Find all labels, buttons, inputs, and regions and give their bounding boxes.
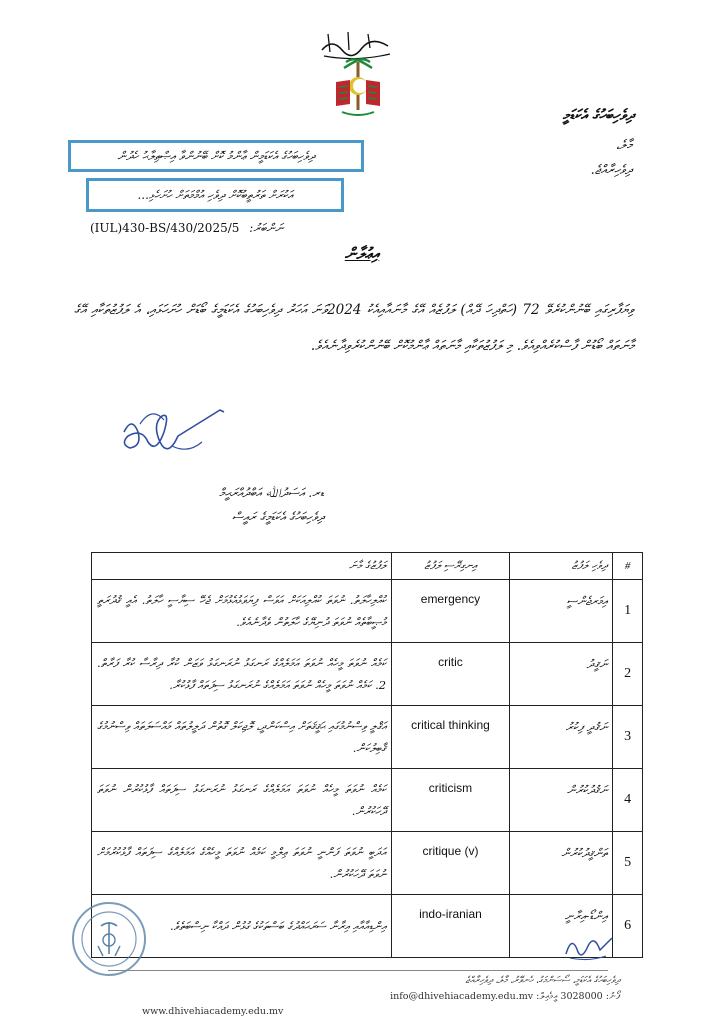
term-dhivehi: ނަޤުދުކުރުން — [509, 769, 612, 832]
term-meaning: އަދަބީ ނުވަތަ ފަންނީ ނުވަތަ ޢިލްމީ ކަމެއް ނުވަތަ މީހެއްގެ އަމަލެއްގެ ސިފަތައް ފާޅުކުރުމަށް ނުވަތަ ދޭހަކުރުން. — [92, 832, 392, 895]
term-number: 2 — [613, 643, 643, 706]
term-number: 4 — [613, 769, 643, 832]
footer-divider — [108, 970, 608, 971]
term-english: critical thinking — [392, 706, 510, 769]
term-meaning: ކަމެއް ނުވަތަ މީހެއް ނުވަތަ އަމަލެއްގެ ރަނގަޅު ނުރަނގަޅު ވަޒަން ކުރާ ދިރާސާ ކުރާ ފަރާތް. 2. ކަމެއް ނުވަތަ މީހެއް ނުވަތަ އަމަލެއްގެ ނުރަނގަޅު ސިފަތައް ފާޅުކުރާ. — [92, 643, 392, 706]
terms-table — [91, 552, 643, 958]
reference-number: (IUL)430-BS/430/2025/5 — [90, 221, 240, 235]
signatory-title: ދިވެހިބަހުގެ އެކަޑަމީގެ ރައީސް — [232, 509, 324, 524]
email-label: އީމެއިލް: — [536, 991, 558, 1002]
term-dhivehi: އިމަރޖެންސީ — [509, 580, 612, 643]
term-english: criticism — [392, 769, 510, 832]
term-english: critique (v) — [392, 832, 510, 895]
term-dhivehi: ތަންޤީދުކުރުން — [509, 832, 612, 895]
website-link[interactable]: www.dhivehiacademy.edu.mv — [142, 1006, 284, 1017]
table-row — [92, 580, 643, 643]
footer-contact — [390, 991, 620, 1002]
table-row — [92, 706, 643, 769]
term-number: 3 — [613, 706, 643, 769]
header-dhivehi-term: ދިވެހި ލަފުޒު — [509, 553, 612, 580]
phone-number: 3028000 — [560, 991, 603, 1002]
country-line: ދިވެހިރާއްޖެ. — [590, 163, 632, 178]
highlight-box-subject: ދިވެހިބަހުގެ އެކަޑަމީން ޢާންމު ކޮށް ބޭނުންވާ އިޞްޠިލާޙު ހެދުން — [68, 140, 364, 172]
term-english: critic — [392, 643, 510, 706]
official-seal-stamp — [70, 900, 148, 978]
signatory-name: ޑރ. އަސަދުﷲ އަބްދުއްރަޙީމް — [219, 485, 324, 500]
header-number: # — [613, 553, 643, 580]
notice-body: ވިޔަފާރިގައި ބޭނުންކުރެވޭ 72 (ހަތްދިހަ ދޭއް) ލަފުޒެއް އޭގެ މާނައާއިއެކު 2024ވަނަ އަހަރު ދިވެހިބަހުގެ އެކަޑަމީގެ ބޯޑަށް ހުށަހަޅައި، އެ ލަފުޒުތަކާއި އޭގެ މާނަތައް ބޯޑުން ފާސްކުރެއްވިއެވެ. މި ލަފުޒުތަކާއި މާނަތައް ޢާންމުކޮށް ބޭނުންކުރެވިދާނެއެވެ. — [74, 302, 634, 354]
term-number: 1 — [613, 580, 643, 643]
header-english-term: އިނގިރޭސި ލަފުޒު — [392, 553, 510, 580]
initials-signature — [560, 928, 616, 964]
reference-label: ނަންބަރު: — [249, 221, 284, 235]
highlight-box-summary: އަކުރަށް ތަރުތީބުކޮށް ދިވެހި އުމްމަތަށް ހުށަހެޅި... — [86, 178, 344, 212]
notice-title: އިޢުލާން — [344, 244, 380, 263]
handwritten-signature — [112, 402, 232, 472]
phone-label: ފޯނު: — [605, 991, 620, 1002]
term-meaning: ކުއްލިހާލަތު. ނުވަތަ ކުއްލިއަކަށް އަވަސް ފިޔަވަޅުއެޅުމަށް ޖެހޭ ސިޔާސީ ހާލަތު. އެއީ ޤުދުރަތީ މުޞީބާތެއް ނުވަތަ ދުނިޔޭގެ ހާލަތުން ވެދާނެއެވެ. — [92, 580, 392, 643]
term-dhivehi: އިންޑޯ-އިރާނީ — [509, 895, 612, 958]
term-english: indo-iranian — [392, 895, 510, 958]
term-meaning: އިންޑިއާއާއި އިރާނާ ސަރަޙައްދުގެ ބަސްތަކުގެ ގުޅުން ދައްކާ ނިސްބަތެވެ. — [92, 895, 392, 958]
term-meaning: ކަމެއް ނުވަތަ މީހެއް ނުވަތަ އަމަލެއްގެ ރަނގަޅު ނުރަނގަޅު ސިފަތައް ފާޅުކުރުން ނުވަތަ ދޭހަކުރުން. — [92, 769, 392, 832]
term-dhivehi: ނަޤީދު — [509, 643, 612, 706]
table-header-row — [92, 553, 643, 580]
email-address[interactable]: info@dhivehiacademy.edu.mv — [390, 991, 534, 1002]
term-number: 6 — [613, 895, 643, 958]
organization-name: ދިވެހިބަހުގެ އެކަޑަމީ — [562, 106, 634, 124]
national-emblem-icon — [330, 56, 386, 120]
header-meaning: ލަފުޒުގެ މާނަ — [92, 553, 392, 580]
reference-line — [90, 221, 283, 236]
term-dhivehi: ނަޤުދީ ފިކުރު — [509, 706, 612, 769]
term-english: emergency — [392, 580, 510, 643]
footer-address: ދިވެހިބަހުގެ އެކަޑަމީ، ސޯސަންމަގު، ހެނވޭރު، މާލެ، ދިވެހިރާއްޖެ — [465, 975, 620, 986]
term-number: 5 — [613, 832, 643, 895]
table-row — [92, 769, 643, 832]
term-meaning: އަޤްލީ ވިސްނުމުގައި ޙަޤީޤަތަށް އިސްކަންދީ، ލޮޖިކަލް ގޮތުން ދަލީލުތައް މައްސަލަތައް ވިސްނުމުގެ ޤާބިލުކަން. — [92, 706, 392, 769]
table-row — [92, 832, 643, 895]
table-row — [92, 643, 643, 706]
city-line: މާލެ، — [615, 138, 632, 153]
